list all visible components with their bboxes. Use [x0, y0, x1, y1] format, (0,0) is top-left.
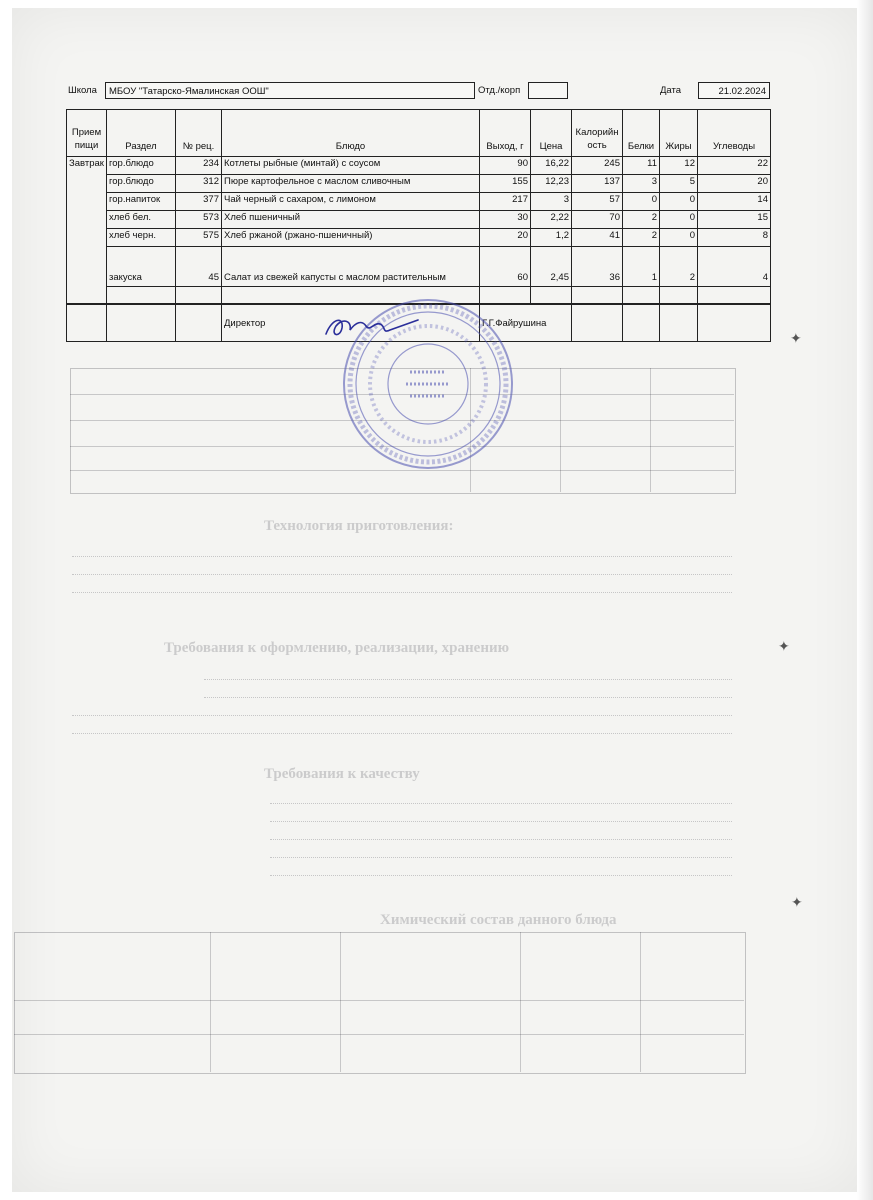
- department-field: [528, 82, 568, 99]
- cell-fat: 2: [660, 247, 698, 287]
- cell-price: 2,45: [531, 247, 572, 287]
- cell-price: 3: [531, 193, 572, 211]
- cell-yield: 30: [480, 211, 531, 229]
- cell-carbs: 4: [698, 247, 771, 287]
- col-header-price: Цена: [531, 110, 572, 157]
- cell-empty: [623, 287, 660, 304]
- ghost-paragraph: [72, 668, 732, 738]
- ghost-line: [560, 368, 561, 492]
- cell-yield: 60: [480, 247, 531, 287]
- col-header-calories: Калорийность: [572, 110, 623, 157]
- cell-empty: [176, 304, 222, 342]
- cell-protein: 1: [623, 247, 660, 287]
- cell-price: 16,22: [531, 157, 572, 175]
- col-header-protein: Белки: [623, 110, 660, 157]
- cell-dish: Котлеты рыбные (минтай) с соусом: [222, 157, 480, 175]
- cell-empty: [698, 287, 771, 304]
- ghost-line: [520, 932, 521, 1072]
- cell-section: хлеб черн.: [107, 229, 176, 247]
- punch-mark: ✦: [778, 638, 790, 654]
- col-header-yield: Выход, г: [480, 110, 531, 157]
- cell-dish: Пюре картофельное с маслом сливочным: [222, 175, 480, 193]
- ghost-line: [14, 1034, 744, 1035]
- cell-price: 12,23: [531, 175, 572, 193]
- cell-empty: [107, 287, 176, 304]
- cell-carbs: 14: [698, 193, 771, 211]
- cell-protein: 3: [623, 175, 660, 193]
- table-row: [67, 157, 771, 175]
- cell-carbs: 8: [698, 229, 771, 247]
- cell-fat: 0: [660, 193, 698, 211]
- col-header-carbs: Углеводы: [698, 110, 771, 157]
- ghost-paragraph: [72, 545, 732, 605]
- cell-recipe: 45: [176, 247, 222, 287]
- cell-empty: [107, 304, 176, 342]
- cell-empty: [698, 304, 771, 342]
- ghost-heading-technology: Технология приготовления:: [264, 518, 454, 534]
- cell-meal: [67, 175, 107, 193]
- cell-yield: 90: [480, 157, 531, 175]
- ghost-line: [14, 1000, 744, 1001]
- cell-recipe: 234: [176, 157, 222, 175]
- col-header-dish: Блюдо: [222, 110, 480, 157]
- cell-meal: [67, 211, 107, 229]
- cell-fat: 0: [660, 211, 698, 229]
- cell-fat: 5: [660, 175, 698, 193]
- cell-empty: [531, 287, 572, 304]
- cell-carbs: 22: [698, 157, 771, 175]
- cell-carbs: 15: [698, 211, 771, 229]
- cell-section: закуска: [107, 247, 176, 287]
- table-row: [67, 175, 771, 193]
- cell-empty: [660, 287, 698, 304]
- cell-yield: 217: [480, 193, 531, 211]
- table-row: [67, 229, 771, 247]
- cell-section: гор.блюдо: [107, 157, 176, 175]
- ghost-heading-chemistry: Химический состав данного блюда: [380, 912, 617, 928]
- cell-recipe: 575: [176, 229, 222, 247]
- col-header-recipe: № рец.: [176, 110, 222, 157]
- cell-protein: 11: [623, 157, 660, 175]
- school-name-field: МБОУ "Татарско-Ямалинская ООШ": [105, 82, 475, 99]
- cell-meal: [67, 193, 107, 211]
- school-label: Школа: [68, 85, 97, 96]
- cell-empty: [572, 287, 623, 304]
- cell-protein: 0: [623, 193, 660, 211]
- cell-price: 2,22: [531, 211, 572, 229]
- cell-meal: Завтрак: [67, 157, 107, 175]
- cell-yield: 155: [480, 175, 531, 193]
- punch-mark: ✦: [791, 894, 803, 910]
- cell-empty: [623, 304, 660, 342]
- ghost-paragraph: [72, 792, 732, 880]
- cell-meal: [67, 247, 107, 287]
- cell-protein: 2: [623, 229, 660, 247]
- col-header-meal: Прием пищи: [67, 110, 107, 157]
- cell-fat: 12: [660, 157, 698, 175]
- cell-calories: 70: [572, 211, 623, 229]
- page-edge-shadow: [857, 0, 873, 1200]
- cell-meal: [67, 229, 107, 247]
- director-label: Директор: [222, 304, 480, 342]
- col-header-fat: Жиры: [660, 110, 698, 157]
- cell-section: гор.блюдо: [107, 175, 176, 193]
- cell-yield: 20: [480, 229, 531, 247]
- table-row: [67, 211, 771, 229]
- cell-calories: 245: [572, 157, 623, 175]
- cell-recipe: 377: [176, 193, 222, 211]
- cell-section: гор.напиток: [107, 193, 176, 211]
- col-header-section: Раздел: [107, 110, 176, 157]
- ghost-heading-quality: Требования к качеству: [264, 766, 420, 782]
- cell-calories: 41: [572, 229, 623, 247]
- date-field: 21.02.2024: [698, 82, 770, 99]
- table-row: [67, 193, 771, 211]
- cell-dish: Салат из свежей капусты с маслом растительным: [222, 247, 480, 287]
- cell-price: 1,2: [531, 229, 572, 247]
- cell-empty: [176, 287, 222, 304]
- cell-recipe: 312: [176, 175, 222, 193]
- cell-recipe: 573: [176, 211, 222, 229]
- cell-empty: [572, 304, 623, 342]
- table-header-row: [67, 110, 771, 157]
- department-label: Отд./корп: [478, 85, 521, 96]
- ghost-line: [640, 932, 641, 1072]
- date-label: Дата: [660, 85, 682, 96]
- ghost-heading-requirements: Требования к оформлению, реализации, хранению: [164, 640, 510, 656]
- cell-dish: Хлеб ржаной (ржано-пшеничный): [222, 229, 480, 247]
- director-signature-icon: [322, 312, 422, 342]
- cell-dish: Чай черный с сахаром, с лимоном: [222, 193, 480, 211]
- director-name: Г.Г.Файрушина: [480, 304, 572, 342]
- table-row: [67, 247, 771, 287]
- cell-dish: Хлеб пшеничный: [222, 211, 480, 229]
- cell-calories: 36: [572, 247, 623, 287]
- cell-empty: [660, 304, 698, 342]
- cell-empty: [67, 287, 107, 304]
- cell-carbs: 20: [698, 175, 771, 193]
- cell-protein: 2: [623, 211, 660, 229]
- cell-empty: [67, 304, 107, 342]
- ghost-line: [340, 932, 341, 1072]
- cell-section: хлеб бел.: [107, 211, 176, 229]
- ghost-table-2: [14, 932, 746, 1074]
- ghost-line: [650, 368, 651, 492]
- cell-calories: 57: [572, 193, 623, 211]
- cell-calories: 137: [572, 175, 623, 193]
- cell-fat: 0: [660, 229, 698, 247]
- punch-mark: ✦: [790, 330, 802, 346]
- ghost-line: [210, 932, 211, 1072]
